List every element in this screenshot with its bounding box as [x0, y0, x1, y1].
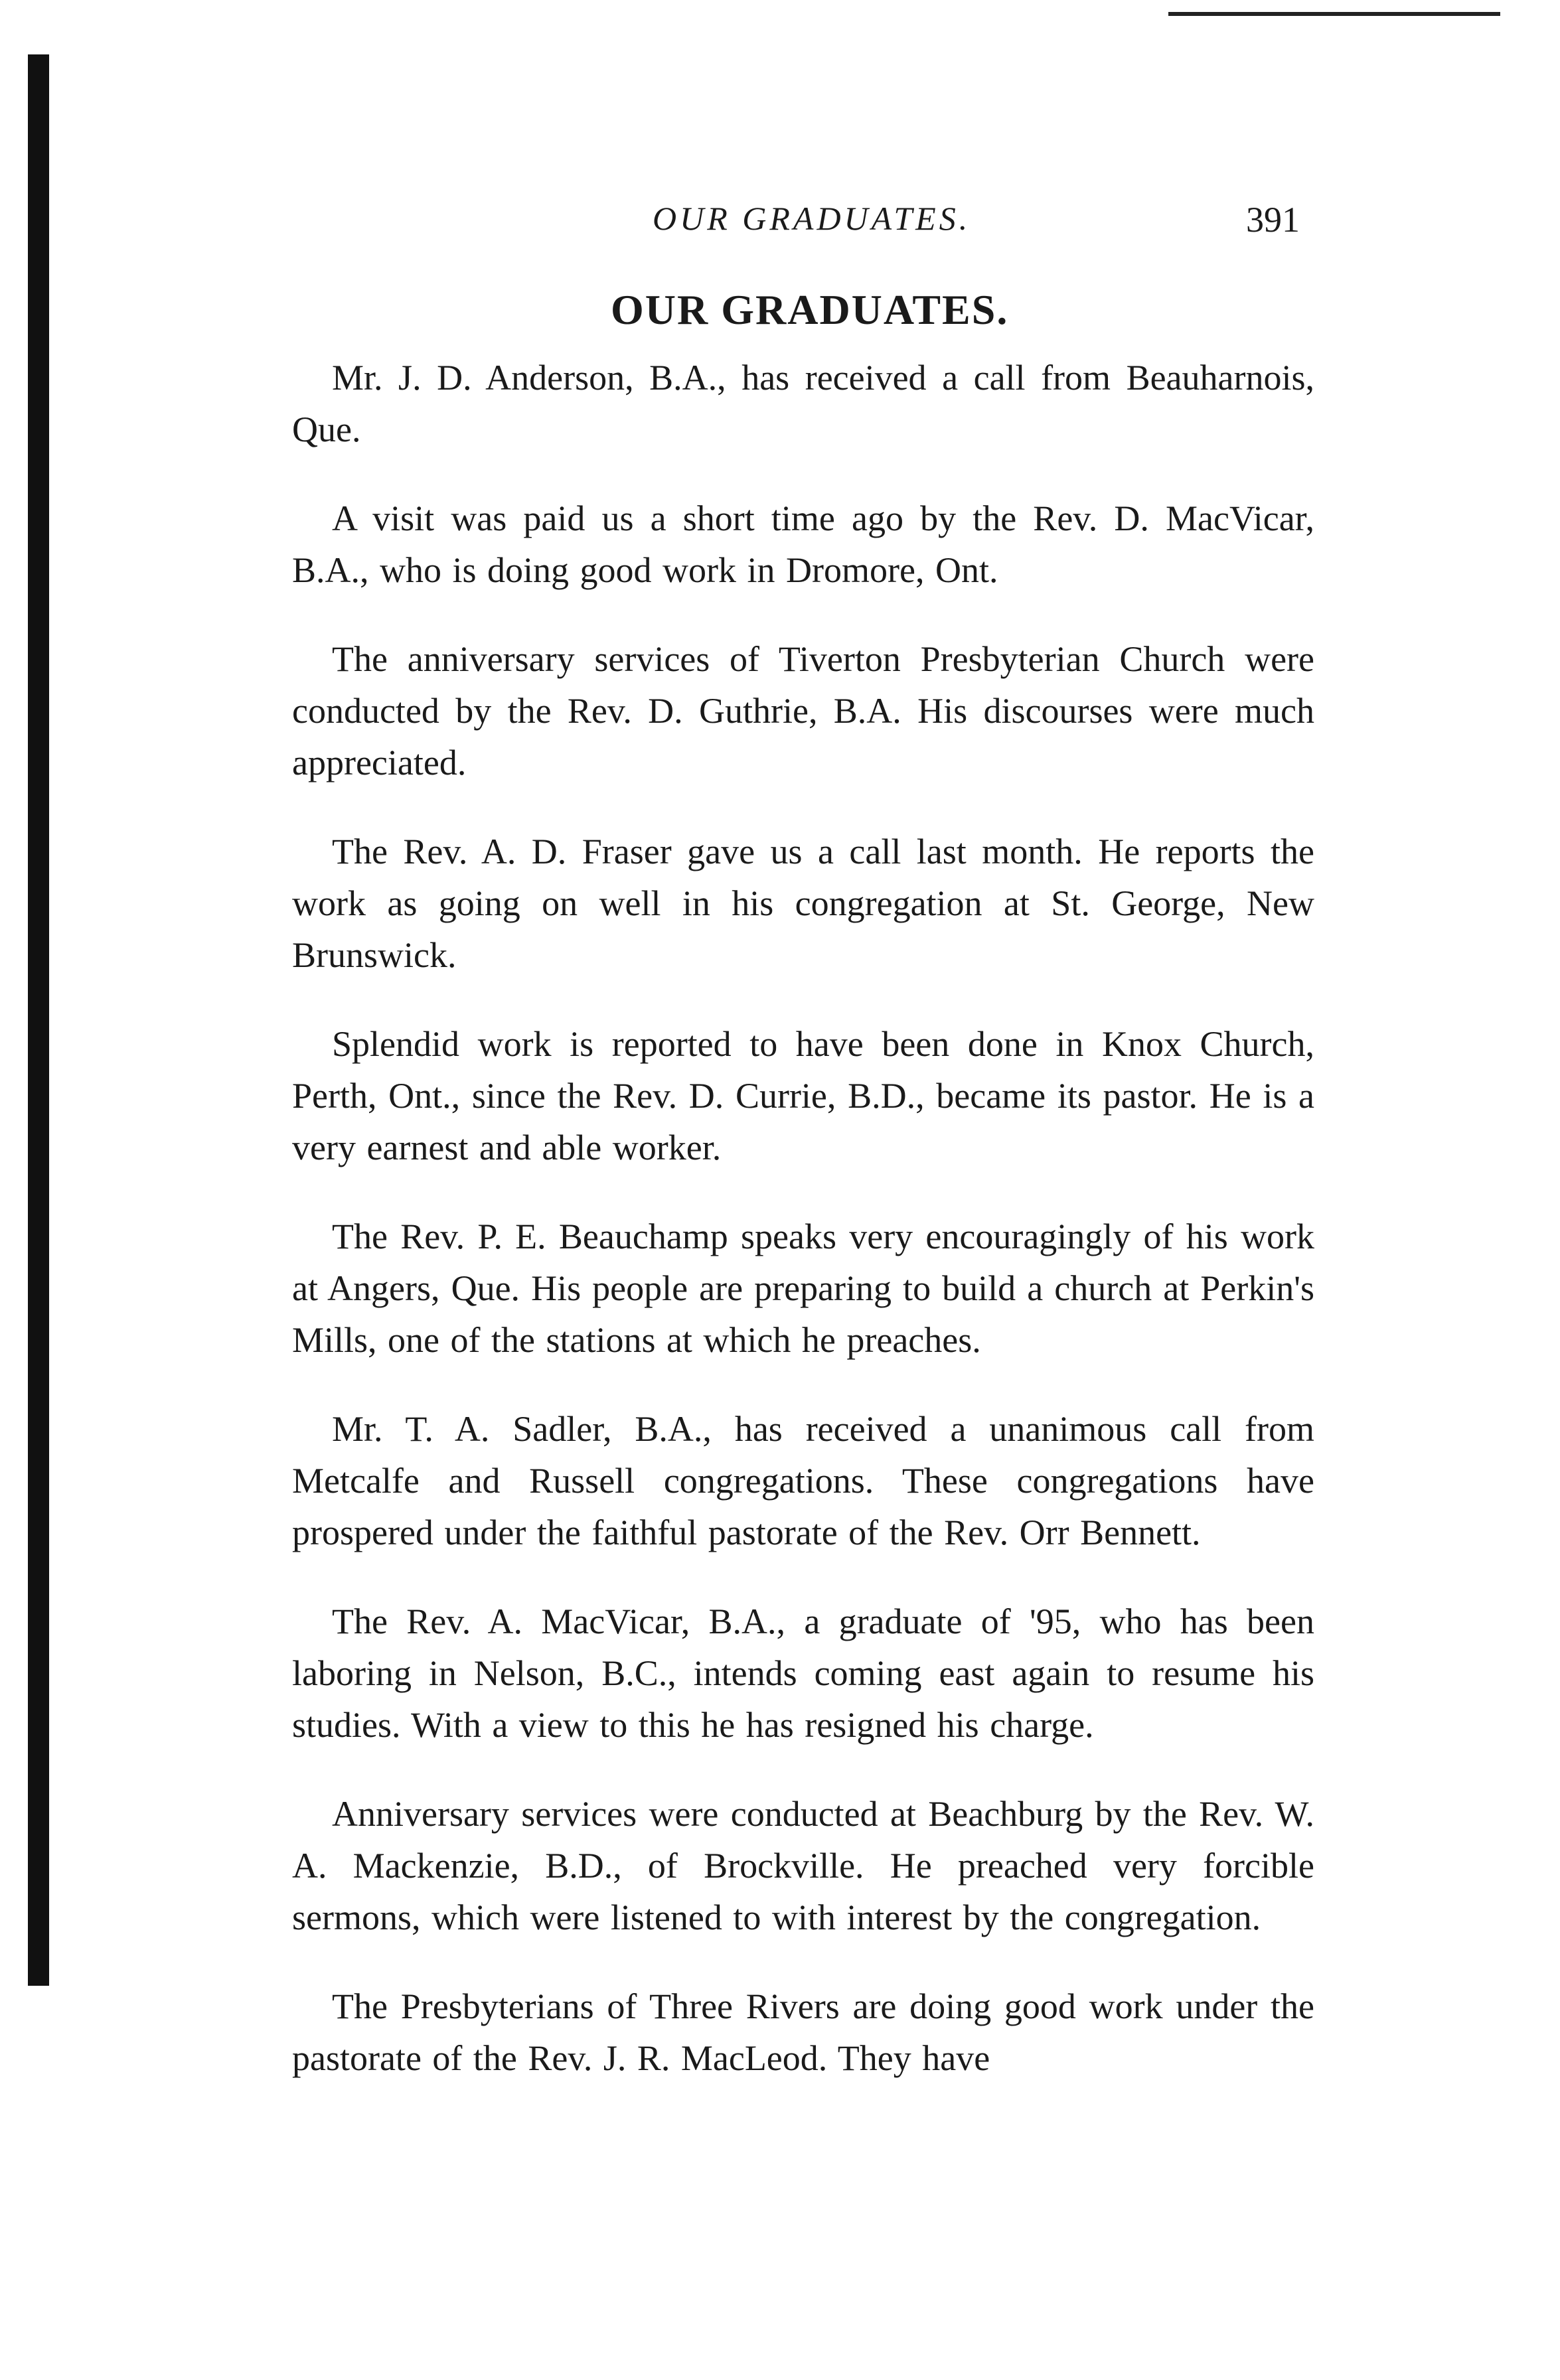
paragraph: Mr. J. D. Anderson, B.A., has received a call from Beauharnois, Que. [292, 358, 1314, 449]
running-head: OUR GRADUATES. [653, 200, 971, 237]
paragraph: Splendid work is reported to have been done in Knox Church, Perth, Ont., since the Rev. D. Currie, B.D., became its pastor. He is a very earnest and able worker. [292, 1024, 1314, 1167]
page-edge-shadow [28, 54, 49, 1986]
page-title: OUR GRADUATES. [611, 286, 1009, 333]
article-body [292, 352, 1314, 2121]
paragraph: The Presbyterians of Three Rivers are doing good work under the pastorate of the Rev. J. R. MacLeod. They have [292, 1986, 1314, 2078]
paragraph: The Rev. A. MacVicar, B.A., a graduate of '95, who has been laboring in Nelson, B.C., intends coming east again to resume his studies. With a view to this he has resigned his charge. [292, 1601, 1314, 1745]
page-number: 391 [1246, 200, 1300, 240]
top-rule [1168, 12, 1500, 16]
paragraph: Mr. T. A. Sadler, B.A., has received a unanimous call from Metcalfe and Russell congregations. These congregations have prospered under the faithful pastorate of the Rev. Orr Bennett. [292, 1409, 1314, 1552]
paragraph: Anniversary services were conducted at Beachburg by the Rev. W. A. Mackenzie, B.D., of Brockville. He preached very forcible sermons, which were listened to with interest by the congregation. [292, 1794, 1314, 1937]
paragraph: The Rev. P. E. Beauchamp speaks very encouragingly of his work at Angers, Que. His people are preparing to build a church at Perkin's Mills, one of the stations at which he preaches. [292, 1217, 1314, 1360]
paragraph: The Rev. A. D. Fraser gave us a call last month. He reports the work as going on well in his congregation at St. George, New Brunswick. [292, 832, 1314, 975]
paragraph: The anniversary services of Tiverton Presbyterian Church were conducted by the Rev. D. Guthrie, B.A. His discourses were much appreciated. [292, 639, 1314, 782]
paragraph: A visit was paid us a short time ago by the Rev. D. MacVicar, B.A., who is doing good work in Dromore, Ont. [292, 498, 1314, 590]
